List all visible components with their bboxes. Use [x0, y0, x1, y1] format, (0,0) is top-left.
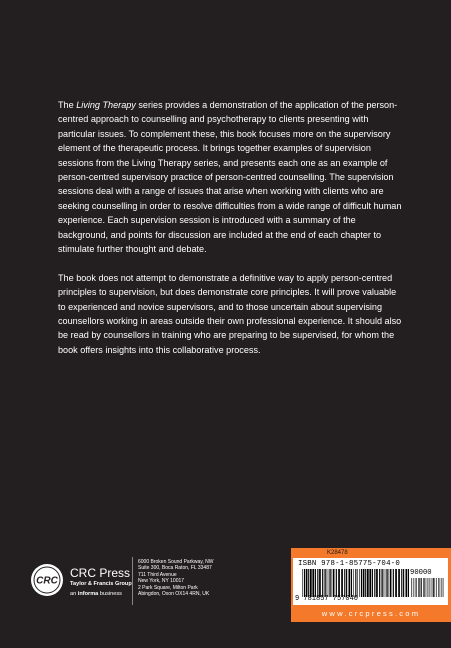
blurb-paragraph-2: The book does not attempt to demonstrate a definitive way to apply person-centred principles to supervision, but does demonstrate core principles. It will prove valuable to experienced and novice supervisors, and to those uncertain about supervising counsellors working in areas outside their own professional experience. It should also be read by counsellors in training who are preparing to be supervised, for whom the book offers insights into this collaborative process.	[58, 272, 402, 355]
publisher-addresses	[138, 559, 278, 597]
address-line: 6000 Broken Sound Parkway, NW	[138, 559, 214, 565]
address-line: 711 Third Avenue	[138, 571, 177, 578]
crc-logo-icon	[30, 563, 64, 597]
blurb-paragraph-1: The Living Therapy series provides a demonstration of the application of the person-centred approach to counselling and psychotherapy to clients presenting with particular issues. To complement these, this book focuses more on the supervisory element of the therapeutic process. It brings together examples of supervision sessions from the Living Therapy series, and presents each one as an example of person-centred supervisory practice of person-centred counselling. The supervision sessions deal with a range of issues that arise when working with clients who are seeking counselling in order to resolve difficulties from a wide range of difficult human experience. Each supervision session is introduced with a summary of the background, and points for discussion are included at the end of each chapter to stimulate further thought and debate.	[58, 100, 402, 255]
publisher-group: Taylor & Francis Group	[70, 581, 132, 587]
series-title: Living Therapy	[76, 100, 136, 110]
barcode-number: 9 781857 757040	[295, 595, 359, 603]
informa-tagline: an informa business	[70, 591, 122, 597]
price-barcode-icon	[410, 578, 444, 597]
crc-logo-text: CRC	[36, 575, 58, 587]
price-code: 90000	[410, 569, 432, 577]
publisher-divider	[132, 557, 133, 605]
address-line: Abingdon, Oxon OX14 4RN, UK	[138, 591, 210, 598]
isbn-text: ISBN 978-1-85775-704-0	[298, 560, 400, 568]
address-line: 2 Park Square, Milton Park	[138, 584, 198, 591]
publisher-name: CRC Press	[70, 566, 131, 580]
blurb-text	[58, 98, 404, 372]
product-code: K28478	[327, 550, 348, 556]
address-line: Suite 300, Boca Raton, FL 33487	[138, 565, 212, 572]
address-line: New York, NY 10017	[138, 578, 185, 585]
ean-barcode-icon	[301, 569, 409, 597]
barcode-panel	[291, 548, 451, 622]
barcode-label	[293, 558, 448, 605]
publisher-url: www.crcpress.com	[321, 609, 421, 618]
